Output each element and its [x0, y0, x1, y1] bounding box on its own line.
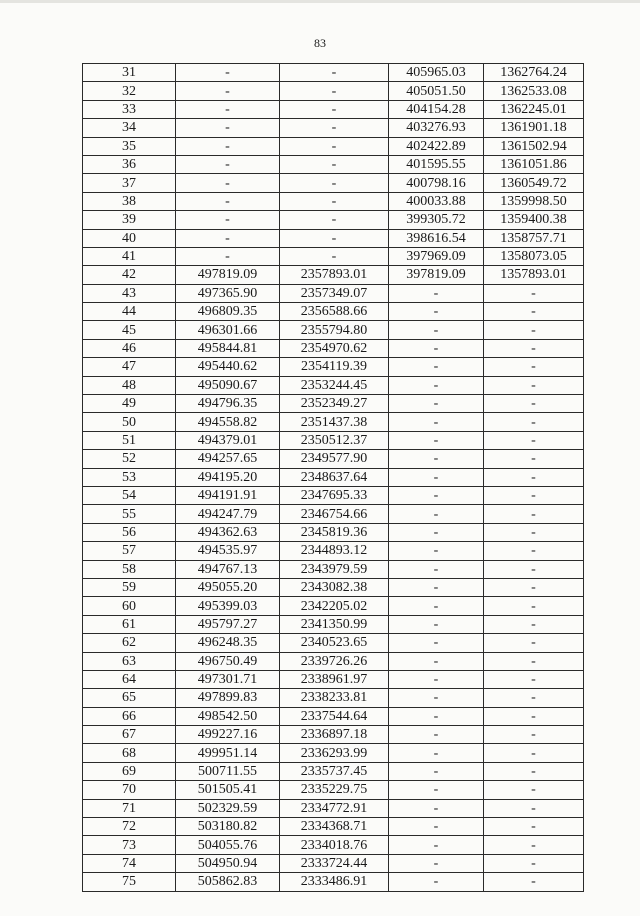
coord-b-y-cell: - [484, 321, 584, 339]
table-body [83, 64, 584, 892]
coord-b-y-cell: - [484, 726, 584, 744]
coord-a-y-cell: 2350512.37 [280, 431, 389, 449]
coord-b-x-cell: - [389, 303, 484, 321]
coord-a-y-cell: 2354970.62 [280, 339, 389, 357]
coord-a-y-cell: 2337544.64 [280, 707, 389, 725]
coord-b-x-cell: 397969.09 [389, 247, 484, 265]
table-row [83, 486, 584, 504]
coord-a-y-cell: 2340523.65 [280, 634, 389, 652]
point-number-cell: 72 [83, 818, 176, 836]
coord-b-y-cell: 1361502.94 [484, 137, 584, 155]
coord-a-y-cell: 2344893.12 [280, 542, 389, 560]
coord-b-x-cell: 405051.50 [389, 82, 484, 100]
table-row [83, 229, 584, 247]
point-number-cell: 75 [83, 873, 176, 891]
coord-b-y-cell: - [484, 431, 584, 449]
coord-b-x-cell: 402422.89 [389, 137, 484, 155]
point-number-cell: 63 [83, 652, 176, 670]
coord-a-x-cell: 496809.35 [176, 303, 280, 321]
coord-a-y-cell: - [280, 174, 389, 192]
coord-a-y-cell: 2336897.18 [280, 726, 389, 744]
coord-a-y-cell: 2345819.36 [280, 523, 389, 541]
table-row [83, 119, 584, 137]
point-number-cell: 50 [83, 413, 176, 431]
point-number-cell: 31 [83, 64, 176, 82]
coord-a-y-cell: 2336293.99 [280, 744, 389, 762]
point-number-cell: 49 [83, 395, 176, 413]
coord-a-y-cell: - [280, 155, 389, 173]
coord-b-x-cell: - [389, 339, 484, 357]
coord-b-y-cell: 1357893.01 [484, 266, 584, 284]
coord-b-y-cell: 1361901.18 [484, 119, 584, 137]
coord-a-x-cell: - [176, 174, 280, 192]
table-row [83, 818, 584, 836]
coord-a-x-cell: - [176, 155, 280, 173]
coord-b-y-cell: - [484, 781, 584, 799]
coord-b-y-cell: 1360549.72 [484, 174, 584, 192]
coord-a-x-cell: 495090.67 [176, 376, 280, 394]
coord-a-x-cell: 494247.79 [176, 505, 280, 523]
table-row [83, 100, 584, 118]
coord-a-y-cell: 2355794.80 [280, 321, 389, 339]
coord-a-y-cell: - [280, 229, 389, 247]
point-number-cell: 57 [83, 542, 176, 560]
table-row [83, 376, 584, 394]
coord-a-x-cell: 495440.62 [176, 358, 280, 376]
table-row [83, 744, 584, 762]
table-row [83, 762, 584, 780]
coord-a-x-cell: 495399.03 [176, 597, 280, 615]
point-number-cell: 33 [83, 100, 176, 118]
coord-a-x-cell: 496301.66 [176, 321, 280, 339]
point-number-cell: 32 [83, 82, 176, 100]
coord-a-x-cell: 494191.91 [176, 486, 280, 504]
table-row [83, 303, 584, 321]
point-number-cell: 62 [83, 634, 176, 652]
point-number-cell: 60 [83, 597, 176, 615]
coord-a-y-cell: 2352349.27 [280, 395, 389, 413]
coord-b-y-cell: - [484, 873, 584, 891]
coord-b-x-cell: - [389, 762, 484, 780]
coord-b-y-cell: - [484, 854, 584, 872]
table-row [83, 137, 584, 155]
point-number-cell: 55 [83, 505, 176, 523]
coord-a-x-cell: 495844.81 [176, 339, 280, 357]
coord-a-x-cell: 497899.83 [176, 689, 280, 707]
coord-a-x-cell: 494535.97 [176, 542, 280, 560]
point-number-cell: 43 [83, 284, 176, 302]
point-number-cell: 44 [83, 303, 176, 321]
coord-b-y-cell: - [484, 284, 584, 302]
coord-a-y-cell: - [280, 247, 389, 265]
table-row [83, 854, 584, 872]
point-number-cell: 45 [83, 321, 176, 339]
coord-a-y-cell: 2334018.76 [280, 836, 389, 854]
table-row [83, 413, 584, 431]
coord-b-x-cell: - [389, 597, 484, 615]
coord-b-x-cell: - [389, 284, 484, 302]
coord-a-y-cell: 2342205.02 [280, 597, 389, 615]
table-row [83, 670, 584, 688]
point-number-cell: 69 [83, 762, 176, 780]
table-row [83, 450, 584, 468]
point-number-cell: 56 [83, 523, 176, 541]
table-row [83, 634, 584, 652]
coord-b-x-cell: - [389, 707, 484, 725]
coord-a-x-cell: 496248.35 [176, 634, 280, 652]
coord-a-y-cell: 2354119.39 [280, 358, 389, 376]
coord-a-y-cell: 2338961.97 [280, 670, 389, 688]
point-number-cell: 35 [83, 137, 176, 155]
coord-b-x-cell: 405965.03 [389, 64, 484, 82]
coord-b-y-cell: 1362533.08 [484, 82, 584, 100]
coord-a-x-cell: 495797.27 [176, 615, 280, 633]
table-row [83, 781, 584, 799]
coord-b-y-cell: - [484, 762, 584, 780]
point-number-cell: 51 [83, 431, 176, 449]
coord-b-x-cell: - [389, 358, 484, 376]
point-number-cell: 47 [83, 358, 176, 376]
coord-a-y-cell: 2343082.38 [280, 578, 389, 596]
coord-a-y-cell: 2357893.01 [280, 266, 389, 284]
coordinates-table [82, 63, 584, 892]
coord-b-x-cell: - [389, 726, 484, 744]
point-number-cell: 39 [83, 211, 176, 229]
coord-a-y-cell: 2346754.66 [280, 505, 389, 523]
coord-b-x-cell: 399305.72 [389, 211, 484, 229]
coord-a-x-cell: - [176, 100, 280, 118]
coord-b-y-cell: - [484, 468, 584, 486]
coord-a-x-cell: 494195.20 [176, 468, 280, 486]
coord-b-y-cell: - [484, 303, 584, 321]
table-row [83, 174, 584, 192]
coord-a-y-cell: 2351437.38 [280, 413, 389, 431]
coord-a-y-cell: 2335737.45 [280, 762, 389, 780]
point-number-cell: 71 [83, 799, 176, 817]
coord-b-x-cell: - [389, 652, 484, 670]
coord-a-y-cell: 2338233.81 [280, 689, 389, 707]
coord-b-x-cell: - [389, 431, 484, 449]
coord-a-x-cell: 494379.01 [176, 431, 280, 449]
point-number-cell: 74 [83, 854, 176, 872]
coord-a-x-cell: 499951.14 [176, 744, 280, 762]
point-number-cell: 41 [83, 247, 176, 265]
coord-b-x-cell: - [389, 854, 484, 872]
coord-a-x-cell: - [176, 137, 280, 155]
coord-b-x-cell: - [389, 450, 484, 468]
coord-a-x-cell: - [176, 211, 280, 229]
coord-b-y-cell: - [484, 413, 584, 431]
coord-a-y-cell: 2347695.33 [280, 486, 389, 504]
coord-a-y-cell: 2339726.26 [280, 652, 389, 670]
coord-b-x-cell: - [389, 670, 484, 688]
table-row [83, 211, 584, 229]
point-number-cell: 37 [83, 174, 176, 192]
coord-b-x-cell: 398616.54 [389, 229, 484, 247]
table-row [83, 873, 584, 891]
coord-a-y-cell: 2341350.99 [280, 615, 389, 633]
coord-a-x-cell: 498542.50 [176, 707, 280, 725]
point-number-cell: 73 [83, 836, 176, 854]
coord-b-y-cell: - [484, 578, 584, 596]
coord-a-y-cell: 2335229.75 [280, 781, 389, 799]
point-number-cell: 66 [83, 707, 176, 725]
point-number-cell: 68 [83, 744, 176, 762]
coord-a-y-cell: 2348637.64 [280, 468, 389, 486]
coord-a-x-cell: 500711.55 [176, 762, 280, 780]
coord-b-x-cell: - [389, 395, 484, 413]
coord-a-x-cell: 501505.41 [176, 781, 280, 799]
table-row [83, 247, 584, 265]
coord-a-y-cell: 2357349.07 [280, 284, 389, 302]
table-row [83, 82, 584, 100]
coord-b-y-cell: - [484, 597, 584, 615]
table-row [83, 284, 584, 302]
coord-b-y-cell: - [484, 523, 584, 541]
table-row [83, 266, 584, 284]
coord-a-y-cell: 2334368.71 [280, 818, 389, 836]
coord-b-y-cell: 1359998.50 [484, 192, 584, 210]
point-number-cell: 70 [83, 781, 176, 799]
coord-a-x-cell: - [176, 119, 280, 137]
table-row [83, 615, 584, 633]
coord-b-y-cell: - [484, 818, 584, 836]
point-number-cell: 59 [83, 578, 176, 596]
coord-a-y-cell: - [280, 82, 389, 100]
coord-a-y-cell: - [280, 192, 389, 210]
coord-b-x-cell: - [389, 836, 484, 854]
point-number-cell: 42 [83, 266, 176, 284]
coord-b-x-cell: - [389, 560, 484, 578]
table-row [83, 523, 584, 541]
coord-b-x-cell: - [389, 744, 484, 762]
table-row [83, 358, 584, 376]
table-row [83, 542, 584, 560]
coord-a-x-cell: 494257.65 [176, 450, 280, 468]
coord-a-x-cell: 502329.59 [176, 799, 280, 817]
coord-b-x-cell: 400033.88 [389, 192, 484, 210]
point-number-cell: 65 [83, 689, 176, 707]
coord-b-y-cell: 1358757.71 [484, 229, 584, 247]
coord-b-y-cell: - [484, 450, 584, 468]
coord-a-x-cell: 504950.94 [176, 854, 280, 872]
coord-a-y-cell: - [280, 64, 389, 82]
coord-b-y-cell: - [484, 670, 584, 688]
table-row [83, 64, 584, 82]
coord-b-y-cell: - [484, 395, 584, 413]
coord-b-y-cell: 1358073.05 [484, 247, 584, 265]
coord-a-x-cell: 505862.83 [176, 873, 280, 891]
coord-b-y-cell: - [484, 542, 584, 560]
point-number-cell: 40 [83, 229, 176, 247]
point-number-cell: 46 [83, 339, 176, 357]
coord-a-y-cell: - [280, 100, 389, 118]
point-number-cell: 52 [83, 450, 176, 468]
coord-a-x-cell: - [176, 82, 280, 100]
coord-b-x-cell: - [389, 321, 484, 339]
table-row [83, 799, 584, 817]
table-row [83, 707, 584, 725]
coord-b-y-cell: 1362764.24 [484, 64, 584, 82]
page-number: 83 [314, 36, 326, 50]
coord-b-x-cell: - [389, 468, 484, 486]
coord-b-x-cell: - [389, 781, 484, 799]
coord-b-y-cell: - [484, 836, 584, 854]
table-row [83, 192, 584, 210]
scan-edge [0, 0, 640, 3]
coord-a-x-cell: 504055.76 [176, 836, 280, 854]
point-number-cell: 53 [83, 468, 176, 486]
coord-a-x-cell: 494362.63 [176, 523, 280, 541]
table-row [83, 505, 584, 523]
point-number-cell: 61 [83, 615, 176, 633]
table-row [83, 726, 584, 744]
coord-b-x-cell: - [389, 523, 484, 541]
coord-b-x-cell: 400798.16 [389, 174, 484, 192]
point-number-cell: 48 [83, 376, 176, 394]
coord-b-y-cell: - [484, 615, 584, 633]
coord-b-y-cell: - [484, 634, 584, 652]
table-row [83, 395, 584, 413]
coord-b-x-cell: - [389, 873, 484, 891]
point-number-cell: 64 [83, 670, 176, 688]
coord-b-x-cell: - [389, 799, 484, 817]
table-row [83, 578, 584, 596]
coord-b-y-cell: - [484, 505, 584, 523]
table-row [83, 431, 584, 449]
coord-a-y-cell: 2356588.66 [280, 303, 389, 321]
coord-b-x-cell: - [389, 486, 484, 504]
coord-b-y-cell: - [484, 339, 584, 357]
coord-b-x-cell: - [389, 578, 484, 596]
coord-b-x-cell: - [389, 615, 484, 633]
table-row [83, 339, 584, 357]
coord-a-x-cell: 496750.49 [176, 652, 280, 670]
table-row [83, 155, 584, 173]
coord-a-y-cell: - [280, 211, 389, 229]
coord-a-x-cell: 494796.35 [176, 395, 280, 413]
coord-b-y-cell: - [484, 486, 584, 504]
coord-a-x-cell: - [176, 229, 280, 247]
coord-b-y-cell: - [484, 799, 584, 817]
coord-b-x-cell: 401595.55 [389, 155, 484, 173]
point-number-cell: 34 [83, 119, 176, 137]
coord-b-y-cell: 1359400.38 [484, 211, 584, 229]
coord-a-x-cell: 499227.16 [176, 726, 280, 744]
coord-b-x-cell: - [389, 542, 484, 560]
coord-a-x-cell: 497819.09 [176, 266, 280, 284]
coord-b-x-cell: 403276.93 [389, 119, 484, 137]
coord-a-x-cell: 494767.13 [176, 560, 280, 578]
coord-a-y-cell: 2349577.90 [280, 450, 389, 468]
coord-b-x-cell: - [389, 376, 484, 394]
coord-a-x-cell: 497365.90 [176, 284, 280, 302]
coord-b-x-cell: - [389, 634, 484, 652]
coord-a-y-cell: 2333486.91 [280, 873, 389, 891]
coord-a-y-cell: 2353244.45 [280, 376, 389, 394]
table-row [83, 560, 584, 578]
table-row [83, 468, 584, 486]
coord-b-y-cell: - [484, 652, 584, 670]
point-number-cell: 36 [83, 155, 176, 173]
coord-a-x-cell: 494558.82 [176, 413, 280, 431]
coord-b-x-cell: - [389, 505, 484, 523]
point-number-cell: 58 [83, 560, 176, 578]
coord-b-y-cell: - [484, 560, 584, 578]
coord-b-y-cell: - [484, 376, 584, 394]
coord-b-y-cell: - [484, 358, 584, 376]
coord-b-x-cell: - [389, 818, 484, 836]
coord-b-y-cell: - [484, 707, 584, 725]
coord-a-x-cell: 495055.20 [176, 578, 280, 596]
coord-b-x-cell: 397819.09 [389, 266, 484, 284]
coord-a-y-cell: 2343979.59 [280, 560, 389, 578]
coord-b-x-cell: - [389, 689, 484, 707]
table-row [83, 689, 584, 707]
coord-a-x-cell: 503180.82 [176, 818, 280, 836]
coord-a-x-cell: - [176, 64, 280, 82]
coord-b-y-cell: 1361051.86 [484, 155, 584, 173]
table-row [83, 321, 584, 339]
coord-a-y-cell: - [280, 137, 389, 155]
coord-b-y-cell: 1362245.01 [484, 100, 584, 118]
table-row [83, 597, 584, 615]
coord-b-y-cell: - [484, 744, 584, 762]
point-number-cell: 38 [83, 192, 176, 210]
point-number-cell: 54 [83, 486, 176, 504]
coord-a-x-cell: - [176, 247, 280, 265]
point-number-cell: 67 [83, 726, 176, 744]
coord-a-x-cell: 497301.71 [176, 670, 280, 688]
coord-a-y-cell: 2333724.44 [280, 854, 389, 872]
coord-a-y-cell: - [280, 119, 389, 137]
coord-a-y-cell: 2334772.91 [280, 799, 389, 817]
coord-a-x-cell: - [176, 192, 280, 210]
table-row [83, 652, 584, 670]
coord-b-y-cell: - [484, 689, 584, 707]
coord-b-x-cell: 404154.28 [389, 100, 484, 118]
coord-b-x-cell: - [389, 413, 484, 431]
table-row [83, 836, 584, 854]
